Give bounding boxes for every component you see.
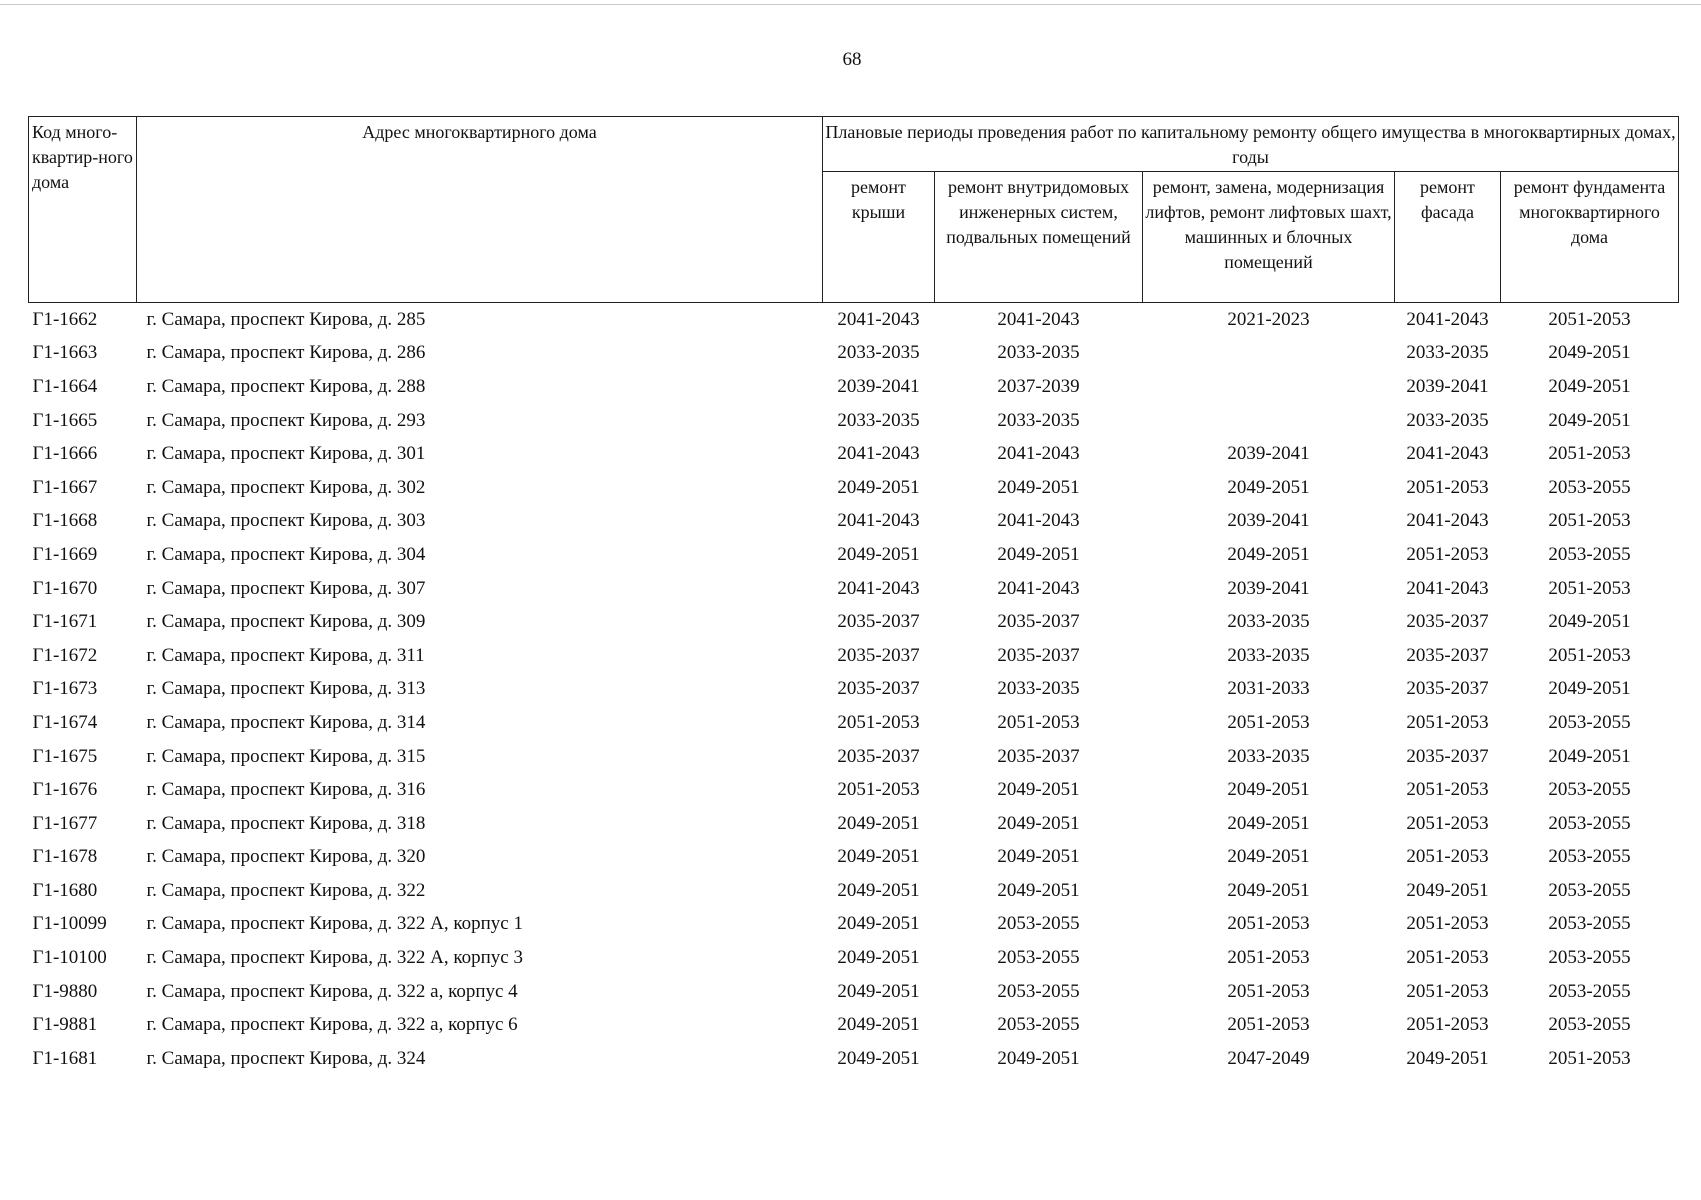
cell-engineering: 2049-2051 xyxy=(997,879,1080,901)
cell-engineering: 2035-2037 xyxy=(997,745,1080,767)
cell-code: Г1-1669 xyxy=(32,543,98,565)
cell-lifts: 2033-2035 xyxy=(1227,745,1310,767)
cell-roof: 2033-2035 xyxy=(837,342,920,364)
table-row xyxy=(29,706,1679,740)
cell-facade: 2041-2043 xyxy=(1406,308,1489,330)
header-roof: ремонт крыши xyxy=(823,172,935,303)
cell-roof: 2035-2037 xyxy=(837,678,920,700)
cell-address: г. Самара, проспект Кирова, д. 322 а, корпус 6 xyxy=(146,1014,518,1036)
cell-lifts: 2039-2041 xyxy=(1227,510,1310,532)
header-code: Код много-квартир-ного дома xyxy=(29,117,137,303)
cell-code: Г1-1675 xyxy=(32,745,98,767)
cell-lifts xyxy=(1143,404,1395,438)
table-row xyxy=(29,337,1679,371)
cell-roof: 2033-2035 xyxy=(837,409,920,431)
cell-engineering: 2041-2043 xyxy=(997,443,1080,465)
cell-address: г. Самара, проспект Кирова, д. 316 xyxy=(146,779,426,801)
cell-roof: 2049-2051 xyxy=(837,980,920,1002)
cell-facade: 2051-2053 xyxy=(1406,980,1489,1002)
cell-engineering: 2033-2035 xyxy=(997,342,1080,364)
cell-facade: 2049-2051 xyxy=(1406,1047,1489,1069)
table-row xyxy=(29,639,1679,673)
cell-facade: 2051-2053 xyxy=(1406,1014,1489,1036)
table-row xyxy=(29,1008,1679,1042)
table-body xyxy=(29,303,1679,1076)
cell-address: г. Самара, проспект Кирова, д. 314 xyxy=(146,711,426,733)
cell-code: Г1-1680 xyxy=(32,879,98,901)
cell-engineering: 2053-2055 xyxy=(997,980,1080,1002)
cell-foundation: 2051-2053 xyxy=(1548,308,1631,330)
cell-lifts: 2039-2041 xyxy=(1227,443,1310,465)
cell-lifts: 2049-2051 xyxy=(1227,543,1310,565)
cell-foundation: 2053-2055 xyxy=(1548,779,1631,801)
cell-facade: 2041-2043 xyxy=(1406,577,1489,599)
cell-roof: 2035-2037 xyxy=(837,745,920,767)
cell-code: Г1-1673 xyxy=(32,678,98,700)
cell-foundation: 2053-2055 xyxy=(1548,476,1631,498)
cell-lifts: 2049-2051 xyxy=(1227,812,1310,834)
cell-lifts: 2051-2053 xyxy=(1227,947,1310,969)
table-row xyxy=(29,841,1679,875)
cell-foundation: 2051-2053 xyxy=(1548,1047,1631,1069)
cell-facade: 2051-2053 xyxy=(1406,947,1489,969)
scan-edge-line xyxy=(0,4,1701,5)
cell-address: г. Самара, проспект Кирова, д. 301 xyxy=(146,443,426,465)
cell-lifts: 2051-2053 xyxy=(1227,980,1310,1002)
cell-facade: 2049-2051 xyxy=(1406,879,1489,901)
cell-facade: 2033-2035 xyxy=(1406,342,1489,364)
table-row xyxy=(29,572,1679,606)
cell-lifts: 2051-2053 xyxy=(1227,711,1310,733)
table-row xyxy=(29,404,1679,438)
table-row xyxy=(29,807,1679,841)
cell-engineering: 2033-2035 xyxy=(997,409,1080,431)
cell-address: г. Самара, проспект Кирова, д. 313 xyxy=(146,678,426,700)
cell-engineering: 2049-2051 xyxy=(997,779,1080,801)
cell-address: г. Самара, проспект Кирова, д. 315 xyxy=(146,745,426,767)
cell-roof: 2039-2041 xyxy=(837,375,920,397)
cell-code: Г1-1668 xyxy=(32,510,98,532)
cell-lifts: 2051-2053 xyxy=(1227,1014,1310,1036)
cell-code: Г1-1664 xyxy=(32,375,98,397)
cell-roof: 2051-2053 xyxy=(837,779,920,801)
cell-facade: 2051-2053 xyxy=(1406,543,1489,565)
cell-facade: 2051-2053 xyxy=(1406,476,1489,498)
cell-code: Г1-1674 xyxy=(32,711,98,733)
cell-facade: 2033-2035 xyxy=(1406,409,1489,431)
cell-engineering: 2035-2037 xyxy=(997,644,1080,666)
table-row xyxy=(29,673,1679,707)
cell-facade: 2035-2037 xyxy=(1406,644,1489,666)
cell-address: г. Самара, проспект Кирова, д. 307 xyxy=(146,577,426,599)
cell-facade: 2035-2037 xyxy=(1406,678,1489,700)
cell-roof: 2041-2043 xyxy=(837,510,920,532)
cell-foundation: 2049-2051 xyxy=(1548,375,1631,397)
cell-lifts xyxy=(1143,370,1395,404)
cell-code: Г1-1677 xyxy=(32,812,98,834)
cell-address: г. Самара, проспект Кирова, д. 318 xyxy=(146,812,426,834)
table-row xyxy=(29,605,1679,639)
cell-address: г. Самара, проспект Кирова, д. 304 xyxy=(146,543,426,565)
cell-roof: 2049-2051 xyxy=(837,846,920,868)
cell-roof: 2049-2051 xyxy=(837,947,920,969)
cell-lifts: 2033-2035 xyxy=(1227,611,1310,633)
cell-foundation: 2053-2055 xyxy=(1548,913,1631,935)
cell-foundation: 2053-2055 xyxy=(1548,812,1631,834)
cell-roof: 2035-2037 xyxy=(837,611,920,633)
cell-address: г. Самара, проспект Кирова, д. 286 xyxy=(146,342,426,364)
cell-code: Г1-9880 xyxy=(32,980,98,1002)
cell-engineering: 2041-2043 xyxy=(997,577,1080,599)
cell-code: Г1-1670 xyxy=(32,577,98,599)
cell-engineering: 2049-2051 xyxy=(997,846,1080,868)
cell-code: Г1-1676 xyxy=(32,779,98,801)
cell-facade: 2035-2037 xyxy=(1406,611,1489,633)
cell-code: Г1-1666 xyxy=(32,443,98,465)
cell-engineering: 2041-2043 xyxy=(997,308,1080,330)
cell-lifts: 2049-2051 xyxy=(1227,846,1310,868)
cell-foundation: 2049-2051 xyxy=(1548,678,1631,700)
cell-address: г. Самара, проспект Кирова, д. 320 xyxy=(146,846,426,868)
table-row xyxy=(29,437,1679,471)
cell-address: г. Самара, проспект Кирова, д. 311 xyxy=(146,644,425,666)
cell-foundation: 2053-2055 xyxy=(1548,846,1631,868)
cell-engineering: 2049-2051 xyxy=(997,812,1080,834)
header-foundation: ремонт фундамента многоквартирного дома xyxy=(1501,172,1679,303)
cell-roof: 2049-2051 xyxy=(837,812,920,834)
header-engineering: ремонт внутридомовых инженерных систем, подвальных помещений xyxy=(935,172,1143,303)
table-row xyxy=(29,538,1679,572)
cell-foundation: 2053-2055 xyxy=(1548,711,1631,733)
cell-roof: 2049-2051 xyxy=(837,879,920,901)
cell-lifts xyxy=(1143,337,1395,371)
cell-facade: 2051-2053 xyxy=(1406,846,1489,868)
cell-code: Г1-1663 xyxy=(32,342,98,364)
cell-code: Г1-1681 xyxy=(32,1047,98,1069)
table-row xyxy=(29,740,1679,774)
cell-address: г. Самара, проспект Кирова, д. 303 xyxy=(146,510,426,532)
table-row xyxy=(29,975,1679,1009)
header-row-top xyxy=(29,117,1679,172)
cell-foundation: 2049-2051 xyxy=(1548,745,1631,767)
cell-roof: 2049-2051 xyxy=(837,1014,920,1036)
cell-code: Г1-1678 xyxy=(32,846,98,868)
header-planned-periods: Плановые периоды проведения работ по капитальному ремонту общего имущества в многоквартирных домах, годы xyxy=(823,117,1679,172)
cell-roof: 2041-2043 xyxy=(837,308,920,330)
cell-engineering: 2049-2051 xyxy=(997,543,1080,565)
cell-lifts: 2039-2041 xyxy=(1227,577,1310,599)
cell-roof: 2035-2037 xyxy=(837,644,920,666)
cell-foundation: 2051-2053 xyxy=(1548,577,1631,599)
cell-foundation: 2053-2055 xyxy=(1548,947,1631,969)
cell-lifts: 2051-2053 xyxy=(1227,913,1310,935)
cell-engineering: 2051-2053 xyxy=(997,711,1080,733)
table-row xyxy=(29,908,1679,942)
table-row xyxy=(29,505,1679,539)
cell-code: Г1-1672 xyxy=(32,644,98,666)
cell-engineering: 2049-2051 xyxy=(997,1047,1080,1069)
table-row xyxy=(29,1042,1679,1076)
cell-address: г. Самара, проспект Кирова, д. 324 xyxy=(146,1047,426,1069)
cell-facade: 2051-2053 xyxy=(1406,812,1489,834)
table-row xyxy=(29,941,1679,975)
cell-engineering: 2053-2055 xyxy=(997,1014,1080,1036)
cell-facade: 2041-2043 xyxy=(1406,443,1489,465)
cell-code: Г1-10099 xyxy=(32,913,107,935)
cell-roof: 2049-2051 xyxy=(837,913,920,935)
repair-schedule-table xyxy=(28,116,1679,1076)
table-row xyxy=(29,471,1679,505)
cell-foundation: 2053-2055 xyxy=(1548,980,1631,1002)
cell-foundation: 2053-2055 xyxy=(1548,543,1631,565)
cell-lifts: 2021-2023 xyxy=(1227,308,1310,330)
cell-roof: 2041-2043 xyxy=(837,443,920,465)
cell-foundation: 2051-2053 xyxy=(1548,644,1631,666)
cell-lifts: 2047-2049 xyxy=(1227,1047,1310,1069)
header-address: Адрес многоквартирного дома xyxy=(137,117,823,303)
cell-engineering: 2053-2055 xyxy=(997,913,1080,935)
cell-foundation: 2051-2053 xyxy=(1548,510,1631,532)
cell-facade: 2035-2037 xyxy=(1406,745,1489,767)
cell-code: Г1-1671 xyxy=(32,611,98,633)
cell-foundation: 2049-2051 xyxy=(1548,342,1631,364)
cell-lifts: 2049-2051 xyxy=(1227,879,1310,901)
cell-foundation: 2053-2055 xyxy=(1548,1014,1631,1036)
cell-roof: 2051-2053 xyxy=(837,711,920,733)
cell-address: г. Самара, проспект Кирова, д. 288 xyxy=(146,375,426,397)
cell-engineering: 2035-2037 xyxy=(997,611,1080,633)
cell-address: г. Самара, проспект Кирова, д. 322 А, корпус 1 xyxy=(146,913,523,935)
table-row xyxy=(29,874,1679,908)
table-row xyxy=(29,303,1679,337)
cell-roof: 2049-2051 xyxy=(837,476,920,498)
cell-roof: 2041-2043 xyxy=(837,577,920,599)
cell-lifts: 2033-2035 xyxy=(1227,644,1310,666)
cell-engineering: 2037-2039 xyxy=(997,375,1080,397)
cell-address: г. Самара, проспект Кирова, д. 285 xyxy=(146,308,426,330)
table-header xyxy=(29,117,1679,303)
cell-address: г. Самара, проспект Кирова, д. 322 xyxy=(146,879,426,901)
cell-engineering: 2049-2051 xyxy=(997,476,1080,498)
cell-engineering: 2041-2043 xyxy=(997,510,1080,532)
cell-foundation: 2053-2055 xyxy=(1548,879,1631,901)
cell-lifts: 2031-2033 xyxy=(1227,678,1310,700)
cell-address: г. Самара, проспект Кирова, д. 309 xyxy=(146,611,426,633)
header-lifts: ремонт, замена, модернизация лифтов, ремонт лифтовых шахт, машинных и блочных помещений xyxy=(1143,172,1395,303)
cell-foundation: 2051-2053 xyxy=(1548,443,1631,465)
cell-address: г. Самара, проспект Кирова, д. 322 а, корпус 4 xyxy=(146,980,518,1002)
cell-engineering: 2033-2035 xyxy=(997,678,1080,700)
cell-facade: 2051-2053 xyxy=(1406,779,1489,801)
page-number: 68 xyxy=(842,49,862,70)
cell-address: г. Самара, проспект Кирова, д. 293 xyxy=(146,409,426,431)
cell-code: Г1-1662 xyxy=(32,308,98,330)
cell-facade: 2039-2041 xyxy=(1406,375,1489,397)
cell-foundation: 2049-2051 xyxy=(1548,409,1631,431)
header-facade: ремонт фасада xyxy=(1395,172,1501,303)
table-row xyxy=(29,370,1679,404)
cell-code: Г1-10100 xyxy=(32,947,107,969)
cell-address: г. Самара, проспект Кирова, д. 302 xyxy=(146,476,426,498)
cell-foundation: 2049-2051 xyxy=(1548,611,1631,633)
cell-roof: 2049-2051 xyxy=(837,1047,920,1069)
cell-code: Г1-1667 xyxy=(32,476,98,498)
cell-address: г. Самара, проспект Кирова, д. 322 А, корпус 3 xyxy=(146,947,523,969)
cell-lifts: 2049-2051 xyxy=(1227,476,1310,498)
cell-lifts: 2049-2051 xyxy=(1227,779,1310,801)
cell-engineering: 2053-2055 xyxy=(997,947,1080,969)
cell-roof: 2049-2051 xyxy=(837,543,920,565)
cell-facade: 2051-2053 xyxy=(1406,913,1489,935)
table-row xyxy=(29,773,1679,807)
cell-facade: 2041-2043 xyxy=(1406,510,1489,532)
cell-facade: 2051-2053 xyxy=(1406,711,1489,733)
cell-code: Г1-9881 xyxy=(32,1014,98,1036)
cell-code: Г1-1665 xyxy=(32,409,98,431)
